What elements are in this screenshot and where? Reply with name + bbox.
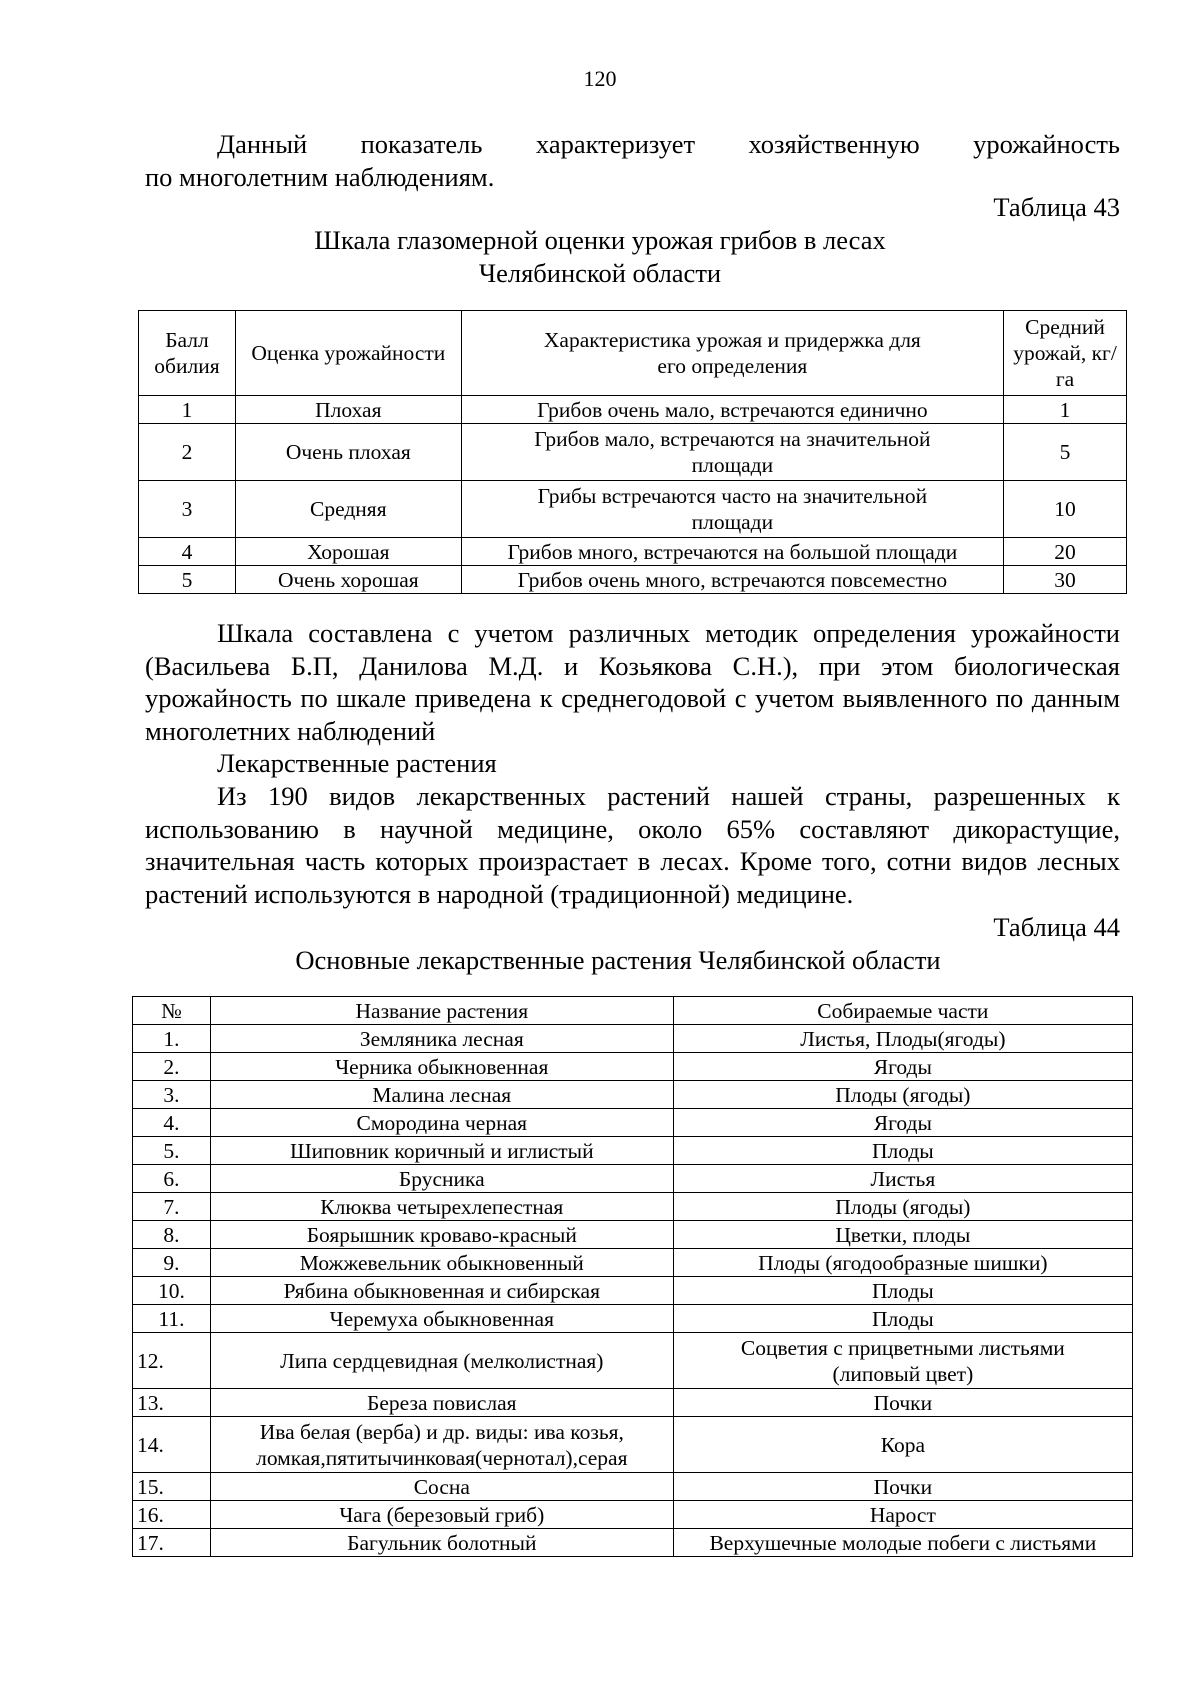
table-cell: 4 bbox=[139, 538, 236, 566]
plant-name-cell: Багульник болотный bbox=[210, 1529, 673, 1557]
row-number-cell: 3. bbox=[133, 1081, 211, 1109]
table-43-title-line-2: Челябинской области bbox=[478, 257, 722, 288]
row-number-cell: 1. bbox=[133, 1025, 211, 1053]
table-row bbox=[139, 424, 1127, 481]
intro-paragraph bbox=[145, 128, 1120, 193]
table-row bbox=[133, 1137, 1133, 1165]
table-row bbox=[139, 566, 1127, 594]
collected-parts-cell: Почки bbox=[673, 1473, 1132, 1501]
collected-parts-cell: Плоды (ягоды) bbox=[673, 1193, 1132, 1221]
header-cell: Характеристика урожая и придержка для его определения bbox=[461, 311, 1003, 396]
header-cell: Собираемые части bbox=[673, 997, 1132, 1025]
table-row bbox=[133, 1417, 1133, 1473]
header-cell: Название растения bbox=[210, 997, 673, 1025]
table-row bbox=[133, 1221, 1133, 1249]
collected-parts-cell: Плоды bbox=[673, 1137, 1132, 1165]
plant-name-cell: Береза повислая bbox=[210, 1389, 673, 1417]
row-number-cell: 5. bbox=[133, 1137, 211, 1165]
table-cell: Грибов мало, встречаются на значительной площади bbox=[461, 424, 1003, 481]
row-number-cell: 17. bbox=[133, 1529, 211, 1557]
collected-parts-cell: Плоды (ягодообразные шишки) bbox=[673, 1249, 1132, 1277]
table-cell: 30 bbox=[1004, 566, 1127, 594]
plant-name-cell: Смородина черная bbox=[210, 1109, 673, 1137]
collected-parts-cell: Листья bbox=[673, 1165, 1132, 1193]
table-cell: Очень плохая bbox=[235, 424, 461, 481]
table-cell: 5 bbox=[139, 566, 236, 594]
header-cell: Балл обилия bbox=[139, 311, 236, 396]
collected-parts-cell: Листья, Плоды(ягоды) bbox=[673, 1025, 1132, 1053]
plant-name-cell: Малина лесная bbox=[210, 1081, 673, 1109]
table-43-title-line-1: Шкала глазомерной оценки урожая грибов в лесах bbox=[314, 225, 886, 255]
header-cell: Средний урожай, кг/га bbox=[1004, 311, 1127, 396]
table-44-label: Таблица 44 bbox=[993, 912, 1120, 942]
table-row bbox=[133, 1025, 1133, 1053]
plant-name-cell: Шиповник коричный и иглистый bbox=[210, 1137, 673, 1165]
table-cell: 1 bbox=[139, 396, 236, 424]
collected-parts-cell: Цветки, плоды bbox=[673, 1221, 1132, 1249]
medicinal-plants-heading: Лекарственные растения bbox=[217, 748, 497, 778]
table-cell: Средняя bbox=[235, 481, 461, 538]
plant-name-cell: Боярышник кроваво-красный bbox=[210, 1221, 673, 1249]
table-row bbox=[133, 1165, 1133, 1193]
row-number-cell: 2. bbox=[133, 1053, 211, 1081]
row-number-cell: 4. bbox=[133, 1109, 211, 1137]
plant-name-cell: Ива белая (верба) и др. виды: ива козья, ломкая,пятитычинковая(чернотал),серая bbox=[210, 1417, 673, 1473]
medicinal-paragraph: Из 190 видов лекарственных растений нашей страны, разрешенных к использованию в научной медицине, около 65% составляют дикорастущие, значительная часть которых произрастает в лесах. Кроме того, сотни видов лесных растений используются в народной (традиционной) медицине. bbox=[145, 781, 1120, 909]
plant-name-cell: Рябина обыкновенная и сибирская bbox=[210, 1277, 673, 1305]
table-row bbox=[133, 1473, 1133, 1501]
table-cell: Очень хорошая bbox=[235, 566, 461, 594]
table-row bbox=[133, 1193, 1133, 1221]
scale-paragraph: Шкала составлена с учетом различных методик определения урожайности (Васильева Б.П, Данилова М.Д. и Козьякова С.Н.), при этом биологическая урожайность по шкале приведена к среднегодовой с учетом выявленного по данным многолетних наблюдений bbox=[145, 618, 1120, 746]
table-header-row bbox=[139, 311, 1127, 396]
row-number-cell: 14. bbox=[133, 1417, 211, 1473]
plant-name-cell: Черника обыкновенная bbox=[210, 1053, 673, 1081]
collected-parts-cell: Плоды bbox=[673, 1305, 1132, 1333]
collected-parts-cell: Нарост bbox=[673, 1501, 1132, 1529]
header-cell: Оценка урожайности bbox=[235, 311, 461, 396]
table-43-title bbox=[0, 224, 1200, 289]
collected-parts-cell: Плоды (ягоды) bbox=[673, 1081, 1132, 1109]
collected-parts-cell: Соцветия с прицветными листьями (липовый цвет) bbox=[673, 1333, 1132, 1389]
row-number-cell: 16. bbox=[133, 1501, 211, 1529]
table-row bbox=[133, 1529, 1133, 1557]
row-number-cell: 6. bbox=[133, 1165, 211, 1193]
row-number-cell: 8. bbox=[133, 1221, 211, 1249]
table-cell: Плохая bbox=[235, 396, 461, 424]
collected-parts-cell: Кора bbox=[673, 1417, 1132, 1473]
table-row bbox=[133, 1053, 1133, 1081]
table-row bbox=[133, 1501, 1133, 1529]
table-cell: Грибов много, встречаются на большой площади bbox=[461, 538, 1003, 566]
plant-name-cell: Можжевельник обыкновенный bbox=[210, 1249, 673, 1277]
row-number-cell: 11. bbox=[133, 1305, 211, 1333]
plant-name-cell: Чага (березовый гриб) bbox=[210, 1501, 673, 1529]
table-row bbox=[133, 1109, 1133, 1137]
plant-name-cell: Клюква четырехлепестная bbox=[210, 1193, 673, 1221]
table-43-label: Таблица 43 bbox=[993, 192, 1120, 222]
plant-name-cell: Брусника bbox=[210, 1165, 673, 1193]
table-cell: 1 bbox=[1004, 396, 1127, 424]
table-44-title: Основные лекарственные растения Челябинской области bbox=[295, 945, 941, 975]
row-number-cell: 15. bbox=[133, 1473, 211, 1501]
table-row bbox=[139, 396, 1127, 424]
row-number-cell: 7. bbox=[133, 1193, 211, 1221]
mushroom-yield-table bbox=[138, 310, 1127, 594]
collected-parts-cell: Верхушечные молодые побеги с листьями bbox=[673, 1529, 1132, 1557]
table-cell: 3 bbox=[139, 481, 236, 538]
row-number-cell: 9. bbox=[133, 1249, 211, 1277]
row-number-cell: 13. bbox=[133, 1389, 211, 1417]
table-cell: Грибы встречаются часто на значительной площади bbox=[461, 481, 1003, 538]
table-cell: 20 bbox=[1004, 538, 1127, 566]
table-row bbox=[133, 1081, 1133, 1109]
collected-parts-cell: Ягоды bbox=[673, 1109, 1132, 1137]
page-number: 120 bbox=[583, 66, 617, 91]
row-number-cell: 10. bbox=[133, 1277, 211, 1305]
table-cell: 2 bbox=[139, 424, 236, 481]
plant-name-cell: Липа сердцевидная (мелколистная) bbox=[210, 1333, 673, 1389]
medicinal-plants-table bbox=[132, 996, 1133, 1557]
table-row bbox=[133, 1389, 1133, 1417]
table-row bbox=[133, 1249, 1133, 1277]
header-cell: № bbox=[133, 997, 211, 1025]
intro-line-2: по многолетним наблюдениям. bbox=[145, 161, 495, 192]
table-row bbox=[139, 538, 1127, 566]
collected-parts-cell: Плоды bbox=[673, 1277, 1132, 1305]
table-row bbox=[133, 1277, 1133, 1305]
table-row bbox=[133, 1333, 1133, 1389]
plant-name-cell: Земляника лесная bbox=[210, 1025, 673, 1053]
plant-name-cell: Черемуха обыкновенная bbox=[210, 1305, 673, 1333]
collected-parts-cell: Почки bbox=[673, 1389, 1132, 1417]
table-row bbox=[133, 1305, 1133, 1333]
table-row bbox=[139, 481, 1127, 538]
plant-name-cell: Сосна bbox=[210, 1473, 673, 1501]
table-cell: 5 bbox=[1004, 424, 1127, 481]
intro-line-1: Данный показатель характеризует хозяйственную урожайность bbox=[217, 129, 1120, 159]
table-cell: Грибов очень много, встречаются повсеместно bbox=[461, 566, 1003, 594]
table-header-row bbox=[133, 997, 1133, 1025]
row-number-cell: 12. bbox=[133, 1333, 211, 1389]
collected-parts-cell: Ягоды bbox=[673, 1053, 1132, 1081]
table-cell: 10 bbox=[1004, 481, 1127, 538]
table-cell: Хорошая bbox=[235, 538, 461, 566]
medicinal-plants-table-body bbox=[133, 997, 1133, 1557]
table-cell: Грибов очень мало, встречаются единично bbox=[461, 396, 1003, 424]
